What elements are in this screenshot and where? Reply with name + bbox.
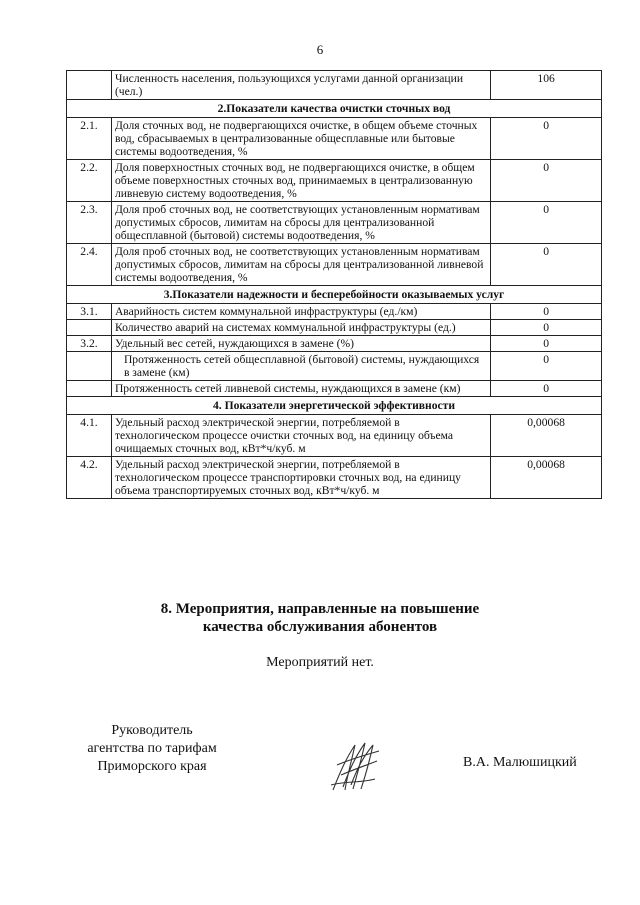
section-header-row: [67, 397, 602, 415]
row-number: 4.1.: [67, 415, 112, 457]
row-number: 3.2.: [67, 336, 112, 352]
indicator-description: Доля проб сточных вод, не соответствующих установленным нормативам допустимых сбросов, лимитам на сбросы для централизованной ливневой системы водоотведения, %: [111, 244, 490, 286]
table-row: [67, 381, 602, 397]
table-row: [67, 336, 602, 352]
row-number: 2.1.: [67, 118, 112, 160]
page-number: 6: [316, 42, 324, 57]
table-row: [67, 71, 602, 100]
indicator-value: 0: [491, 336, 602, 352]
section-title: 4. Показатели энергетической эффективности: [67, 397, 602, 415]
indicator-value: 0: [491, 304, 602, 320]
indicator-value: 0: [491, 118, 602, 160]
table-row: [67, 202, 602, 244]
table-row: [67, 352, 602, 381]
table-row: [67, 244, 602, 286]
indicator-description: Удельный расход электрической энергии, потребляемой в технологическом процессе транспортировки сточных вод, на единицу объема транспортируемых сточных вод, кВт*ч/куб. м: [111, 457, 490, 499]
section-8-heading-line-1: 8. Мероприятия, направленные на повышение: [160, 601, 480, 617]
indicator-description: Протяженность сетей ливневой системы, нуждающихся в замене (км): [111, 381, 490, 397]
row-number: [67, 320, 112, 336]
row-number: 2.4.: [67, 244, 112, 286]
table-row: [67, 160, 602, 202]
row-number: 2.3.: [67, 202, 112, 244]
table-row: [67, 304, 602, 320]
section-title: 2.Показатели качества очистки сточных вод: [67, 100, 602, 118]
indicator-value: 0: [491, 320, 602, 336]
signer-title-line-3: Приморского края: [97, 759, 207, 774]
indicator-value: 0: [491, 381, 602, 397]
indicator-value: 106: [491, 71, 602, 100]
section-8-heading: [0, 600, 640, 636]
indicator-description: Доля поверхностных сточных вод, не подвергающихся очистке, в общем объеме поверхностных сточных вод, принимаемых в централизованную ливневую систему водоотведения, %: [111, 160, 490, 202]
row-number: [67, 71, 112, 100]
signer-title: [72, 722, 232, 776]
row-number: 2.2.: [67, 160, 112, 202]
indicator-value: 0: [491, 244, 602, 286]
indicator-description: Количество аварий на системах коммунальной инфраструктуры (ед.): [111, 320, 490, 336]
indicator-value: 0: [491, 160, 602, 202]
table-row: [67, 415, 602, 457]
indicator-value: 0: [491, 202, 602, 244]
indicator-value: 0: [491, 352, 602, 381]
handwritten-signature: [325, 735, 385, 795]
indicator-description: Удельный расход электрической энергии, потребляемой в технологическом процессе очистки сточных вод, на единицу объема очищаемых сточных вод, кВт*ч/куб. м: [111, 415, 490, 457]
section-title: 3.Показатели надежности и бесперебойности оказываемых услуг: [67, 286, 602, 304]
section-8-heading-line-2: качества обслуживания абонентов: [202, 619, 438, 635]
indicator-value: 0,00068: [491, 457, 602, 499]
indicator-value: 0,00068: [491, 415, 602, 457]
row-number: 3.1.: [67, 304, 112, 320]
indicator-description: Удельный вес сетей, нуждающихся в замене (%): [111, 336, 490, 352]
row-number: [67, 381, 112, 397]
indicator-description: Доля сточных вод, не подвергающихся очистке, в общем объеме сточных вод, сбрасываемых в централизованные общесплавные или бытовые системы водоотведения, %: [111, 118, 490, 160]
section-header-row: [67, 286, 602, 304]
signer-name: В.А. Малюшицкий: [463, 755, 577, 770]
signer-title-line-2: агентства по тарифам: [87, 741, 217, 756]
section-header-row: [67, 100, 602, 118]
indicator-description: Доля проб сточных вод, не соответствующих установленным нормативам допустимых сбросов, лимитам на сбросы для централизованной общесплавной (бытовой) системы водоотведения, %: [111, 202, 490, 244]
indicator-description: Аварийность систем коммунальной инфраструктуры (ед./км): [111, 304, 490, 320]
row-number: [67, 352, 112, 381]
indicator-description: Протяженность сетей общесплавной (бытовой) системы, нуждающихся в замене (км): [111, 352, 490, 381]
indicator-description: Численность населения, пользующихся услугами данной организации (чел.): [111, 71, 490, 100]
table-row: [67, 457, 602, 499]
no-measures-text: Мероприятий нет.: [266, 655, 374, 670]
signer-title-line-1: Руководитель: [111, 723, 193, 738]
table-row: [67, 118, 602, 160]
indicators-table: [66, 70, 602, 499]
row-number: 4.2.: [67, 457, 112, 499]
table-row: [67, 320, 602, 336]
